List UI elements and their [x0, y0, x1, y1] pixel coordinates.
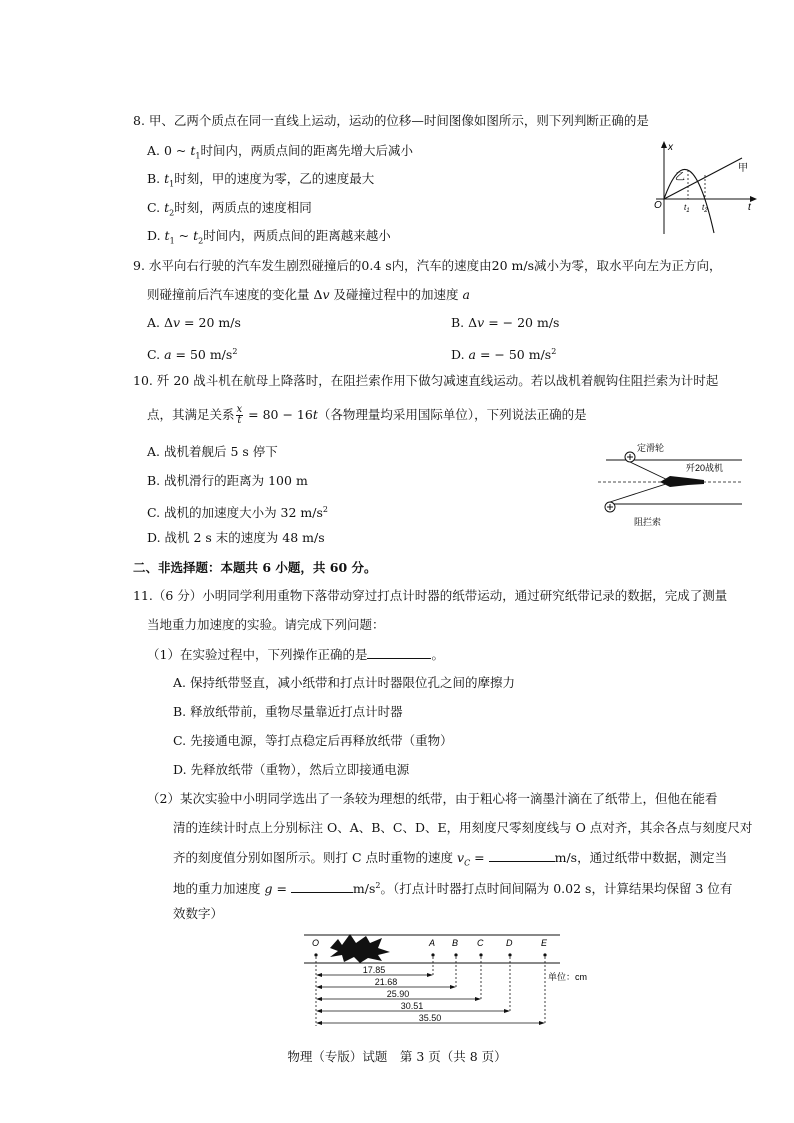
q8-option-a: A. 0 ~ $t_1$时间内，两质点间的距离先增大后减小 [147, 143, 413, 161]
q11-option-a: A. 保持纸带竖直，减小纸带和打点计时器限位孔之间的摩擦力 [173, 675, 515, 690]
q10-line2: 点，其满足关系 $\frac{x}{t}$ = 80 − 16t（各物理量均采用国际单位），下列说法正确的是 [147, 404, 587, 426]
tape-point-b: B [452, 938, 459, 948]
q9-option-d: D. a = − 50 $m/s^2$ [451, 347, 557, 363]
answer-blank-vc[interactable] [489, 849, 555, 862]
t1-label: $t_1$ [684, 203, 690, 214]
dist-od: 30.51 [400, 1001, 424, 1011]
paper-tape-figure [298, 930, 618, 1030]
page-footer: 物理（专版）试题 第 3 页（共 8 页） [287, 1049, 507, 1064]
q9-option-b: B. Δv = − 20 m/s [451, 315, 560, 330]
q10-option-d: D. 战机 2 s 末的速度为 48 m/s [147, 530, 325, 545]
x-over-t-fraction: $\frac{x}{t}$ [236, 404, 243, 426]
tape-point-o: O [312, 938, 320, 948]
jia-label: 甲 [738, 163, 748, 174]
answer-blank-g[interactable] [291, 880, 353, 893]
q9-option-c: C. a = 50 $m/s^2$ [147, 347, 238, 363]
q11-part2-line2: 清的连续计时点上分别标注 O、A、B、C、D、E，用刻度尺零刻度线与 O 点对齐，其余各点与刻度尺对 [173, 820, 753, 835]
origin-label: O [654, 200, 662, 211]
tape-point-e: E [541, 938, 548, 948]
q8-stem: 8. 甲、乙两个质点在同一直线上运动，运动的位移—时间图像如图所示，则下列判断正确的是 [133, 113, 649, 128]
q10-carrier-diagram [592, 440, 742, 532]
cable-label: 阻拦索 [634, 517, 662, 527]
answer-blank-1[interactable] [367, 646, 431, 659]
q11-part2-line4: 地的重力加速度 $g = m/s^2$。（打点计时器打点时间间隔为 0.02 s，计算结果均保留 3 位有 [173, 881, 733, 897]
q11-line2: 当地重力加速度的实验。请完成下列问题： [147, 617, 385, 632]
x-axis-label: x [668, 142, 673, 153]
tape-point-a: A [429, 938, 436, 948]
q11-part2-line3: 齐的刻度值分别如图所示。则打 C 点时重物的速度 $v_C = m/s$，通过纸带中数据，测定当 [173, 850, 728, 868]
jet-icon [660, 476, 704, 487]
q9-line2: 则碰撞前后汽车速度的变化量 Δv 及碰撞过程中的加速度 a [147, 287, 470, 302]
q11-option-b: B. 释放纸带前，重物尽量靠近打点计时器 [173, 704, 403, 719]
dist-oc: 25.90 [386, 989, 410, 999]
q8-xt-graph [650, 138, 760, 238]
unit-label: 单位：cm [548, 972, 587, 982]
t-axis-label: t [748, 202, 751, 213]
q11-part2-line5: 效数字） [173, 906, 224, 921]
q9-line1: 9. 水平向右行驶的汽车发生剧烈碰撞后的0.4 s内，汽车的速度由20 m/s减小为零，取水平向左为正方向， [133, 258, 722, 273]
pulley-label: 定滑轮 [637, 443, 665, 453]
q8-option-d: D. $t_1$ ~ $t_2$时间内，两质点间的距离越来越小 [147, 228, 391, 246]
q10-option-c: C. 战机的加速度大小为 32 $m/s^2$ [147, 505, 328, 521]
q11-option-d: D. 先释放纸带（重物），然后立即接通电源 [173, 762, 410, 777]
dist-ob: 21.68 [374, 977, 398, 987]
q11-line1: 11.（6 分）小明同学利用重物下落带动穿过打点计时器的纸带运动，通过研究纸带记录的数据，完成了测量 [133, 588, 728, 603]
ink-blot-icon [330, 934, 390, 963]
q8-option-b: B. $t_1$时刻，甲的速度为零，乙的速度最大 [147, 171, 375, 189]
tape-point-d: D [506, 938, 513, 948]
dist-oe: 35.50 [418, 1013, 442, 1023]
q11-part1: （1）在实验过程中，下列操作正确的是 。 [147, 647, 444, 662]
yi-label: 乙 [675, 172, 685, 183]
q10-option-b: B. 战机滑行的距离为 100 m [147, 473, 308, 488]
q10-line1: 10. 歼 20 战斗机在航母上降落时，在阻拦索作用下做匀减速直线运动。若以战机着舰钩住阻拦索为计时起 [133, 373, 719, 388]
q8-option-c: C. $t_2$时刻，两质点的速度相同 [147, 200, 312, 218]
t2-label: $t_2$ [702, 203, 708, 214]
q11-option-c: C. 先接通电源，等打点稳定后再释放纸带（重物） [173, 733, 453, 748]
section-heading: 二、非选择题：本题共 6 小题，共 60 分。 [133, 560, 377, 575]
q10-option-a: A. 战机着舰后 5 s 停下 [147, 444, 278, 459]
q11-part2-line1: （2）某次实验中小明同学选出了一条较为理想的纸带，由于粗心将一滴墨汁滴在了纸带上，但他在能看 [147, 791, 718, 806]
tape-point-c: C [477, 938, 484, 948]
q9-option-a: A. Δv = 20 m/s [147, 315, 241, 330]
jet-label: 歼20战机 [686, 463, 724, 473]
dist-oa: 17.85 [362, 965, 386, 975]
